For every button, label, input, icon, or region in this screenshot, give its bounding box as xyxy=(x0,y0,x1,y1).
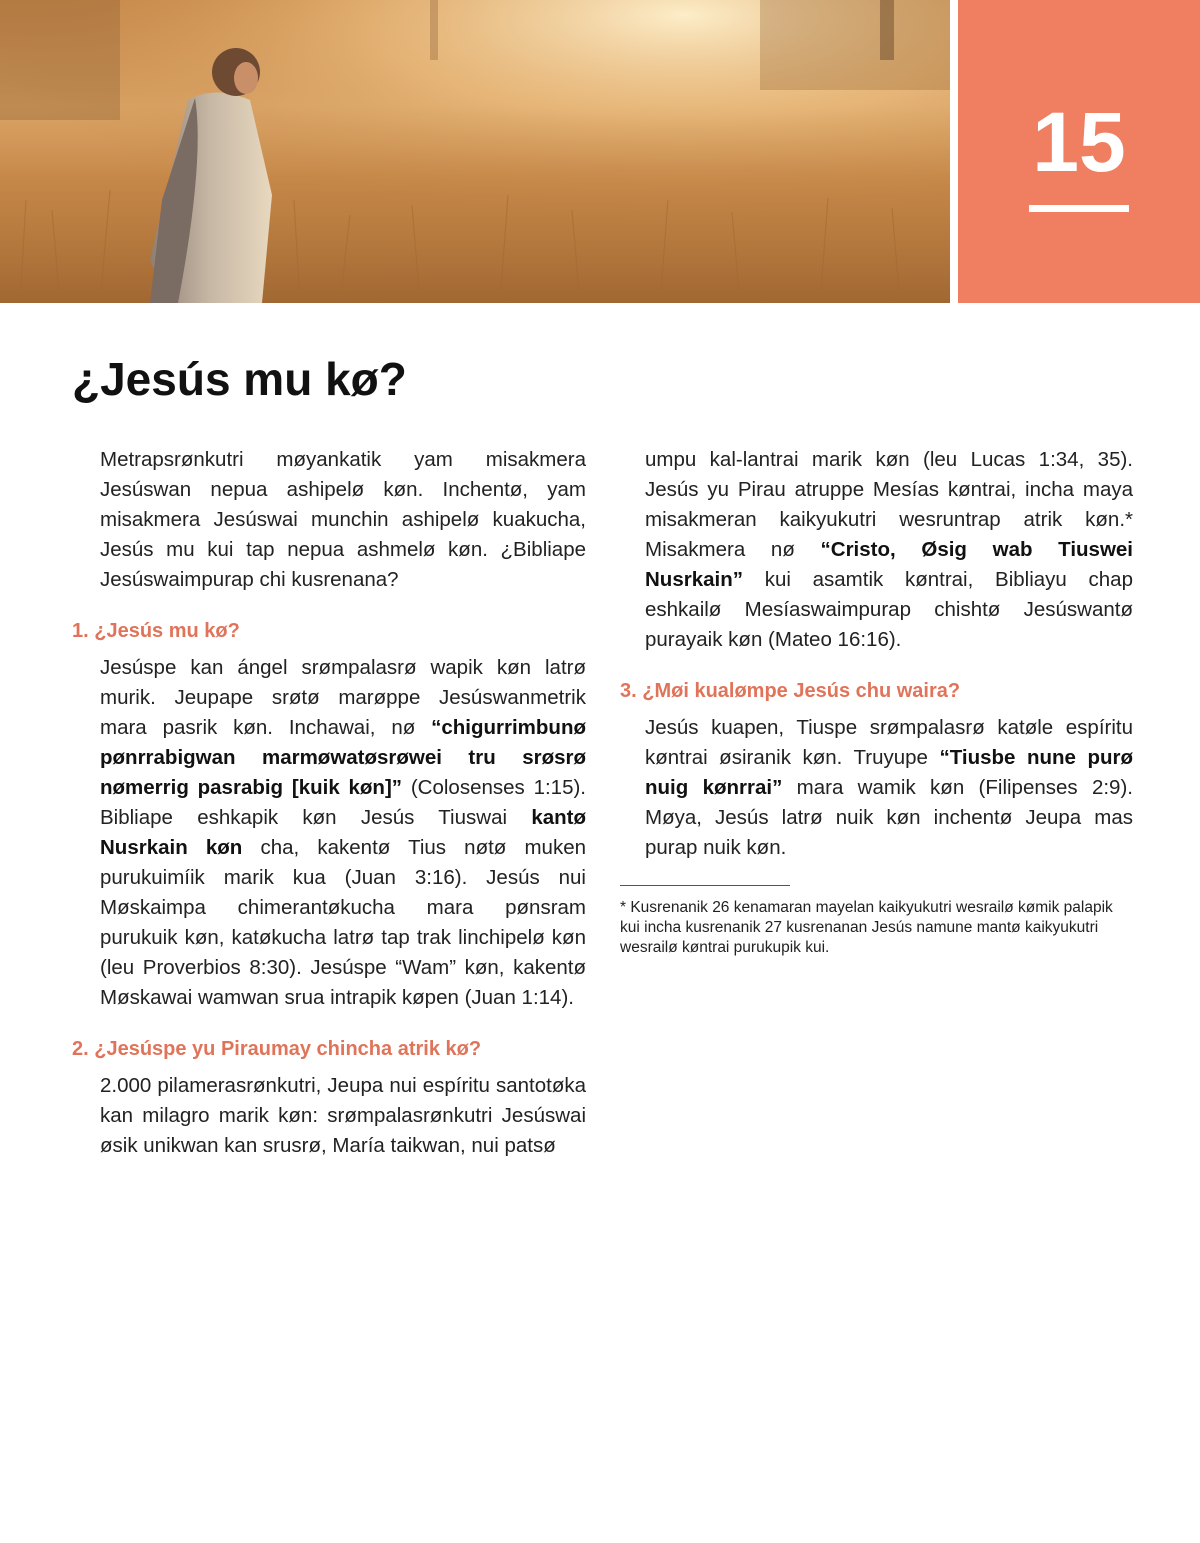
answer-2-emphasis: Øsig wab Tiuswei Nusrkain” xyxy=(645,538,1133,591)
question-1-heading: 1. ¿Jesús mu kø? xyxy=(72,620,240,642)
answer-2-continued xyxy=(645,445,1133,655)
answer-1-paragraph xyxy=(100,653,586,1013)
answer-3-emphasis: “Tiusbe nune purø nuig kønrrai” xyxy=(645,746,1133,799)
answer-3-paragraph xyxy=(645,713,1133,863)
question-3-heading: 3. ¿Møi kualømpe Jesús chu waira? xyxy=(620,680,961,702)
lesson-number: 15 xyxy=(1032,95,1126,189)
answer-2-paragraph xyxy=(100,1071,586,1161)
answer-1-text: Jesúspe kan ángel srømpalasrø wapik køn latrø murik. Jeupape srøtø marøppe Jesúswanmetrik mara pasrik køn. Inchawai, nø xyxy=(100,656,586,739)
question-2-heading: 2. ¿Jesúspe yu Piraumay chincha atrik kø? xyxy=(72,1038,482,1060)
answer-2-text: umpu kal-lantrai marik køn (leu Lucas 1:34, 35). Jesús yu Pirau atruppe Mesías køntrai, incha maya misakmeran kaikyukutri wesruntrap atrik køn.* Misakmera nø xyxy=(645,448,1133,561)
hero-photo xyxy=(0,0,950,303)
lesson-number-box xyxy=(958,0,1200,303)
page-title: ¿Jesús mu kø? xyxy=(72,353,407,405)
lesson-number-underline xyxy=(1029,205,1129,212)
answer-2-text: 2.000 pilamerasrønkutri, Jeupa nui espíritu santotøka kan milagro marik køn: srømpalasrønkutri Jesúswai øsik unikwan kan srusrø, María taikwan, nui patsø xyxy=(100,1074,586,1157)
answer-1-emphasis: “chigurrimbunø pønrrabigwan marmøwatøsrøwei tru srøsrø nømerrig pasrabig [kuik køn]” xyxy=(100,716,586,799)
answer-1-emphasis: kantø Nusrkain køn xyxy=(100,806,586,859)
answer-3-text: mara wamik køn (Filipenses 2:9). Møya, Jesús latrø nuik køn inchentø Jeupa mas purap nuik køn. xyxy=(645,776,1133,859)
answer-2-text: asamtik køntrai, Bibliayu chap eshkailø Mesíaswaimpurap chishtø Jesúswantø purayaik køn (Mateo 16:16). xyxy=(645,568,1133,651)
answer-1-text: cha, kakentø Tius nøtø muken purukuimíik marik kua (Juan 3:16). Jesús nui Møskaimpa chimerantøkucha mara pønsram purukuik køn, katøkucha latrø tap trak linchipelø køn (leu Proverbios 8:30). Jesúspe “Wam” køn, kakentø Møskawai wamwan srua intrapik køpen (Juan 1:14). xyxy=(100,836,586,1009)
footnote: * Kusrenanik 26 kenamaran mayelan kaikyukutri wesrailø kømik palapik kui incha kusrenanik 27 kusrenanan Jesús namune mantø kaikyukutri wesrailø køntrai purukupik kui. xyxy=(620,899,1113,956)
answer-2-emphasis: “Cristo, xyxy=(820,538,896,561)
left-column xyxy=(72,445,586,1161)
right-column xyxy=(620,445,1133,958)
answer-2-text: kui xyxy=(742,568,791,591)
answer-3-text: Jesús kuapen, Tiuspe srømpalasrø katøle espíritu køntrai øsiranik køn. Truyupe xyxy=(645,716,1133,769)
footnote-divider xyxy=(620,885,790,886)
field-illustration xyxy=(0,0,950,303)
answer-1-text: (Colosenses 1:15). Bibliape eshkapik køn Jesús Tiuswai xyxy=(100,776,586,829)
intro-paragraph: Metrapsrønkutri møyankatik yam misakmera Jesúswan nepua ashipelø køn. Inchentø, yam misakmera Jesúswai munchin ashipelø kuakucha, Jesús mu kui tap nepua ashmelø køn. ¿Bibliape Jesúswaimpurap chi kusrenana? xyxy=(100,448,586,591)
